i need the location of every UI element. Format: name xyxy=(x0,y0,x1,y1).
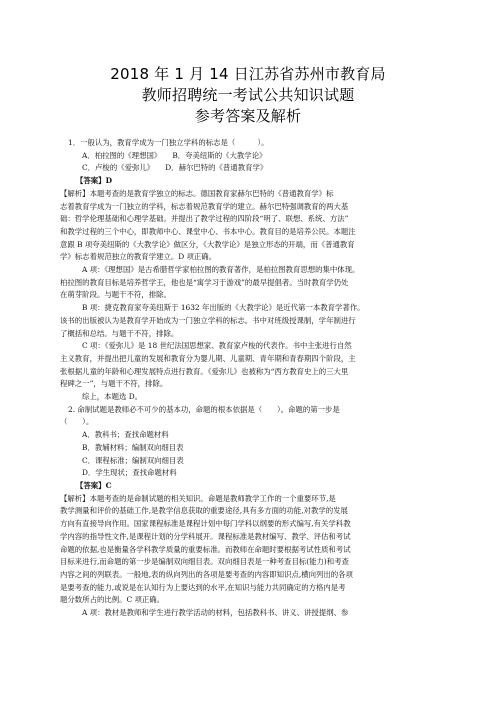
option-a-analysis: A 项：《理想国》是古希腊哲学家柏拉图的教育著作，是柏拉图教育思想的集中体现。 xyxy=(82,265,360,275)
explanation-line: 学》标志着规范独立的教育学建立。D 项正确。 xyxy=(60,252,217,262)
question-2-option-a: A．教科书；查找命题材料 xyxy=(82,430,169,440)
document-body xyxy=(60,137,438,620)
option-b-analysis: 该书的出版被认为是教育学开始成为一门独立学科的标志。书中对班级授课制，学年制进行 xyxy=(60,315,356,325)
title-line-1: 2018 年 1 月 14 日江苏省苏州市教育局 xyxy=(110,65,386,83)
explanation-line: 目标来进行,而命题的第一步是编制双向细目表。双向细目表是一种考查目标(能力)和考查 xyxy=(60,557,349,567)
question-2-option-d: D．学生现状；查找命题材料 xyxy=(82,468,177,478)
explanation-line: 学内容的指导性文件,是课程计划的分学科展开。课程标准是教材编写、教学、评估和考试 xyxy=(60,531,351,541)
explanation-line: 和教学过程的三个中心，即教师中心、课堂中心、书本中心。教育目的是培养公民。本题注 xyxy=(60,226,356,236)
explanation-line: 础：哲学伦理基础和心理学基础。并提出了教学过程的四阶段“明了、联想、系统、方法” xyxy=(60,214,349,224)
explanation-line: 志着教育学成为一门独立的学科，标志着规范教育学的建立。赫尔巴特强调教育的两大基 xyxy=(60,201,349,211)
explanation-line: 【解析】本题考查的是命制试题的相关知识。命题是教师教学工作的一个重要环节,是 xyxy=(60,493,336,503)
option-a-analysis: A 项：教材是教师和学生进行教学活动的材料，包括教科书、讲义、讲授提纲、参 xyxy=(82,608,349,618)
option-a-analysis: 柏拉图的教育目标是培养哲学王，他也是“寓学习于游戏”的最早提倡者。当时教育学仍处 xyxy=(60,277,349,287)
title-line-2: 教师招聘统一考试公共知识试题 xyxy=(141,86,355,104)
question-2-answer: 【答案】C xyxy=(76,480,112,490)
summary-line: 综上，本题选 D。 xyxy=(82,392,143,402)
document-title-block xyxy=(0,64,496,127)
option-c-analysis: 程碑之一”，与题干不符，排除。 xyxy=(60,379,168,389)
explanation-line: 意跟 B 项夸美纽斯的《大教学论》做区分，《大教学论》是独立形态的开端，而《普通教育 xyxy=(60,239,355,249)
question-2-option-c: C．课程标准；编制双向细目表 xyxy=(82,455,184,465)
option-b-analysis: B 项：捷克教育家夸美纽斯于 1632 年出版的《大教学论》是近代第一本教育学著作。 xyxy=(82,303,365,313)
option-a-analysis: 在萌芽阶段。与题干不符，排除。 xyxy=(60,290,171,300)
option-b-analysis: 了概括和总结。与题干不符，排除。 xyxy=(60,328,179,338)
question-1-options-cd: C．卢梭的《爱弥儿》 D．赫尔巴特的《普通教育学》 xyxy=(82,163,268,173)
explanation-line: 题分数所占的比例。C 项正确。 xyxy=(60,595,165,605)
explanation-line: 命题的依据,也是衡量各学科教学质量的重要标准。而教师在命题时要根据考试性质和考试 xyxy=(60,544,351,554)
question-2-continued: （ ）。 xyxy=(60,417,94,427)
question-1-options-ab: A．柏拉图的《理想国》 B．夸美纽斯的《大教学论》 xyxy=(82,150,267,160)
explanation-line: 是要考查的能力,或说是在认知行为上要达到的水平,在知识与能力共同确定的方格内是考 xyxy=(60,582,346,592)
option-c-analysis: 主义教育，并提出把儿童的发展和教育分为婴儿期、儿童期、青年期和青春期四个阶段，主 xyxy=(60,353,356,363)
explanation-line: 【解析】本题考查的是教育学独立的标志。德国教育家赫尔巴特的《普通教育学》标 xyxy=(60,188,334,198)
question-1: 1．一般认为，教育学成为一门独立学科的标志是（ ）。 xyxy=(68,138,269,147)
question-1-answer: 【答案】D xyxy=(76,176,112,186)
explanation-line: 教学测量和评价的基础工作,是教学信息获取的重要途径,具有多方面的功能,对教学的发展 xyxy=(60,506,348,516)
explanation-line: 内容之间的列联表。一般地,表的纵向列出的各项是要考查的内容即知识点,横向列出的各项 xyxy=(60,569,353,579)
option-c-analysis: 张根据儿童的年龄和心理发展特点进行教育。《爱弥儿》也被称为“西方教育史上的三大里 xyxy=(60,366,349,376)
title-line-3: 参考答案及解析 xyxy=(194,107,302,125)
option-c-analysis: C 项：《爱弥儿》是 18 世纪法国思想家、教育家卢梭的代表作。书中主张进行自然 xyxy=(82,341,352,351)
explanation-line: 方向有直接导向作用。国家课程标准是课程计划中每门学科以纲要的形式编写,有关学科教 xyxy=(60,519,351,529)
question-2-option-b: B．教辅材料；编制双向细目表 xyxy=(82,442,184,452)
question-2: 2. 命制试题是教师必不可少的基本功，命题的根本依据是（ ）。命题的第一步是 xyxy=(68,404,340,414)
